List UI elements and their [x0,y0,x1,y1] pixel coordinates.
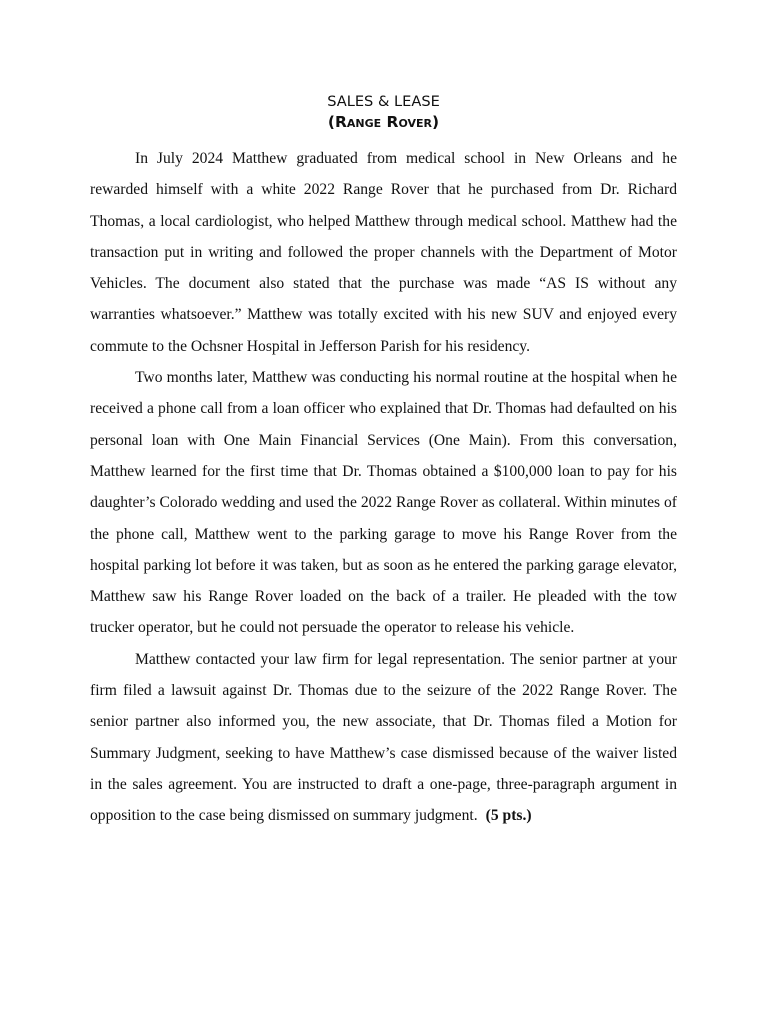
paragraph-2: Two months later, Matthew was conducting his normal routine at the hospital when he received a phone call from a loan officer who explained that Dr. Thomas had defaulted on his personal loan with One Main Financial Services (One Main). From this conversation, Matthew learned for the first time that Dr. Thomas obtained a $100,000 loan to pay for his daughter’s Colorado wedding and used the 2022 Range Rover as collateral. Within minutes of the phone call, Matthew went to the parking garage to move his Range Rover from the hospital parking lot before it was taken, but as soon as he entered the parking garage elevator, Matthew saw his Range Rover loaded on the back of a trailer. He pleaded with the tow trucker operator, but he could not persuade the operator to release his vehicle. [90,369,677,637]
paragraph-3-text: Matthew contacted your law firm for legal representation. The senior partner at your firm filed a lawsuit against Dr. Thomas due to the seizure of the 2022 Range Rover. The senior partner also informed you, the new associate, that Dr. Thomas filed a Motion for Summary Judgment, seeking to have Matthew’s case dismissed because of the waiver listed in the sales agreement. You are instructed to draft a one-page, three-paragraph argument in opposition to the case being dismissed on summary judgment. [90,650,677,825]
title-line-2: (Range Rover) [327,113,440,131]
paragraph-3 [90,644,677,832]
document-title [90,92,677,132]
points-label: (5 pts.) [485,807,532,825]
title-line-1: SALES & LEASE [327,93,440,110]
paragraph-1: In July 2024 Matthew graduated from medical school in New Orleans and he rewarded himself with a white 2022 Range Rover that he purchased from Dr. Richard Thomas, a local cardiologist, who helped Matthew through medical school. Matthew had the transaction put in writing and followed the proper channels with the Department of Motor Vehicles. The document also stated that the purchase was made “AS IS without any warranties whatsoever.” Matthew was totally excited with his new SUV and enjoyed every commute to the Ochsner Hospital in Jefferson Parish for his residency. [90,150,677,355]
document-page [90,92,677,832]
document-body [90,143,677,832]
